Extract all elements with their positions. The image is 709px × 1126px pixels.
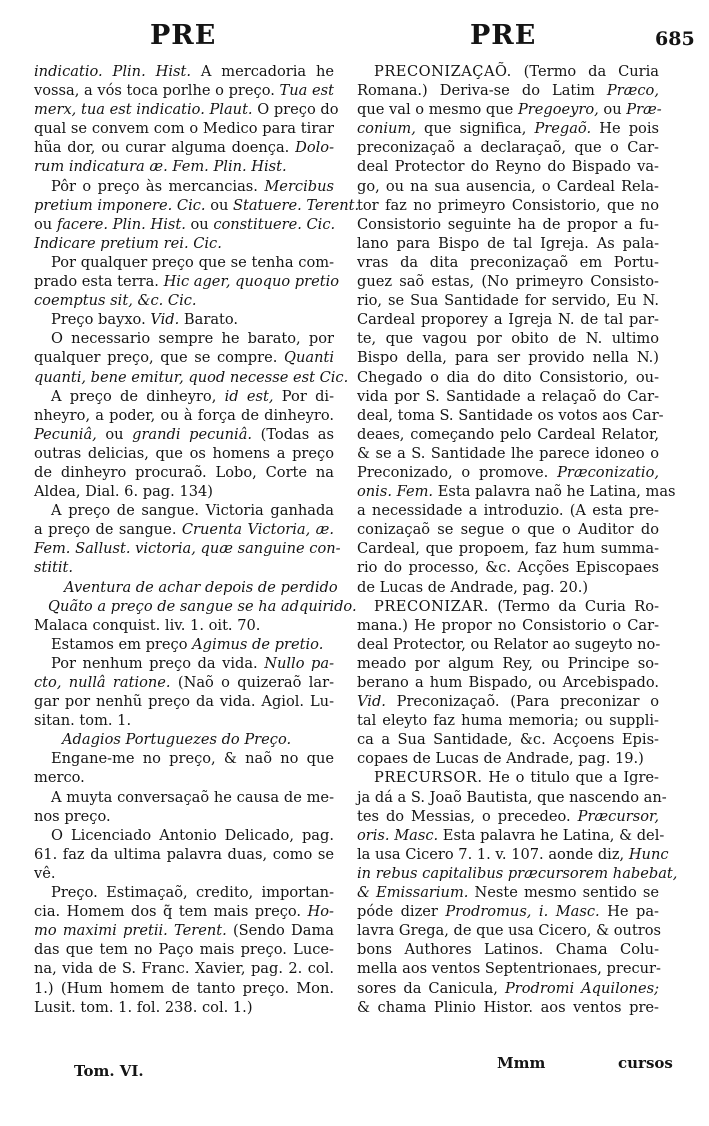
right-column-line: ca a Sua Santidade, &c. Acçoens Epis-: [357, 731, 659, 749]
right-column-line: vras da dita preconizaçaõ em Portu-: [357, 253, 659, 271]
right-column-line: in rebus capitalibus præcursorem habebat,: [357, 864, 678, 882]
right-column-line: vida por S. Santidade a relaçaõ do Car-: [357, 387, 659, 405]
left-column-line: outras delicias, que os homens a preço: [34, 444, 334, 462]
left-column-line: cia. Homem dos q̃ tem mais preço. Ho-: [34, 903, 334, 921]
right-column-line: lavra Grega, de que usa Cicero, & outros: [357, 922, 661, 940]
left-column-line: Lusit. tom. 1. fol. 238. col. 1.): [34, 998, 253, 1016]
right-column-line: PRECONIZAR. (Termo da Curia Ro-: [374, 597, 659, 615]
right-column-line: guez saõ estas, (No primeyro Consisto-: [357, 273, 659, 291]
left-column-line: Aventura de achar depois de perdido: [64, 578, 338, 596]
right-column-line: póde dizer Prodromus, i. Masc. He pa-: [357, 903, 659, 921]
left-column-line: Malaca conquist. liv. 1. oit. 70.: [34, 616, 261, 634]
left-column-line: O necessario sempre he barato, por: [51, 330, 334, 348]
left-column-line: pretium imponere. Cic. ou Statuere. Terent.: [34, 196, 360, 214]
volume-mark: Tom. VI.: [74, 1062, 144, 1080]
left-column: [34, 62, 360, 1017]
left-column-line: vê.: [34, 864, 56, 882]
left-column-line: A muyta conversaçaõ he causa de me-: [51, 788, 334, 806]
right-column-line: tes do Messias, o precedeo. Præcursor,: [357, 807, 659, 825]
left-column-line: coemptus sit, &c. Cic.: [34, 292, 197, 310]
right-column-line: conium, que significa, Pregaõ. He pois: [357, 120, 659, 138]
catchword: cursos: [618, 1054, 673, 1072]
right-column-line: Chegado o dia do dito Consistorio, ou-: [357, 368, 659, 386]
left-column-line: Preço bayxo. Vid. Barato.: [51, 311, 239, 329]
right-column-line: mana.) He propor no Consistorio o Car-: [357, 616, 659, 634]
right-column-line: tor faz no primeyro Consistorio, que no: [357, 196, 659, 214]
running-header: [0, 20, 709, 60]
right-column-line: Cardeal proporey a Igreja N. de tal par-: [357, 311, 659, 329]
right-column-line: onis. Fem. Esta palavra naõ he Latina, mas: [357, 483, 676, 501]
right-column-line: PRECURSOR. He o titulo que a Igre-: [374, 769, 659, 787]
left-column-line: merco.: [34, 769, 85, 787]
right-column-line: deal, toma S. Santidade os votos aos Car-: [357, 406, 664, 424]
left-column-line: merx, tua est indicatio. Plaut. O preço do: [34, 101, 339, 119]
right-column-line: oris. Masc. Esta palavra he Latina, & del-: [357, 826, 665, 844]
left-column-line: A preço de dinheyro, id est, Por di-: [51, 387, 335, 405]
left-column-line: a preço de sangue. Cruenta Victoria, æ.: [34, 521, 334, 539]
right-column-line: berano a hum Bispado, ou Arcebispado.: [357, 674, 659, 691]
right-column-line: PRECONIZAÇAÕ. (Termo da Curia: [374, 63, 659, 80]
left-column-line: Estamos em preço Agimus de pretio.: [51, 635, 324, 653]
right-column-line: meado por algum Rey, ou Principe so-: [357, 654, 659, 672]
right-column-line: lano para Bispo de tal Igreja. As pala-: [357, 234, 659, 252]
left-column-line: Preço. Estimaçaõ, credito, importan-: [51, 884, 334, 902]
left-column-line: mo maximi pretii. Terent. (Sendo Dama: [34, 922, 334, 940]
left-column-line: Engane-me no preço, & naõ no que: [51, 750, 334, 768]
right-running-head: PRE: [470, 20, 537, 51]
right-column-line: rio, se Sua Santidade for servido, Eu N.: [357, 292, 659, 310]
left-column-line: O Licenciado Antonio Delicado, pag.: [51, 826, 334, 844]
right-column-line: Preconizado, o promove. Præconizatio,: [357, 463, 659, 481]
left-column-line: das que tem no Paço mais preço. Luce-: [34, 941, 334, 959]
left-column-line: gar por nenhũ preço da vida. Agiol. Lu-: [34, 693, 334, 711]
right-column-line: & Emissarium. Neste mesmo sentido se: [357, 884, 659, 902]
right-column-line: de Lucas de Andrade, pag. 20.): [357, 578, 589, 596]
left-column-line: Pecuniâ, ou grandi pecuniâ. (Todas as: [34, 425, 334, 443]
left-column-line: cto, nullâ ratione. (Naõ o quizeraõ lar-: [34, 674, 334, 691]
right-column-line: a necessidade a introduzio. (A esta pre-: [357, 502, 659, 520]
left-column-line: Aldea, Dial. 6. pag. 134): [34, 483, 213, 501]
right-column-line: sores da Canicula, Prodromi Aquilones;: [357, 979, 659, 997]
left-column-line: Por qualquer preço que se tenha com-: [51, 253, 334, 271]
left-column-line: qualquer preço, que se compre. Quanti: [34, 349, 334, 367]
left-column-line: sitan. tom. 1.: [34, 712, 132, 730]
left-column-line: indicatio. Plin. Hist. A mercadoria he: [34, 63, 334, 80]
right-column-line: deal Protector, ou Relator ao sugeyto no-: [357, 635, 661, 653]
right-column-line: deal Protector do Reyno do Bispado va-: [357, 158, 659, 176]
left-column-line: 61. faz da ultima palavra duas, como se: [34, 845, 334, 863]
right-column-line: mella aos ventos Septentrionaes, precur-: [357, 960, 661, 978]
left-column-line: de dinheyro procuraõ. Lobo, Corte na: [34, 463, 334, 481]
left-column-line: ou facere. Plin. Hist. ou constituere. Cic.: [34, 215, 336, 233]
left-column-line: 1.) (Hum homem de tanto preço. Mon.: [34, 979, 334, 997]
right-column-line: Romana.) Deriva-se do Latim Præco,: [357, 82, 659, 100]
left-column-line: rum indicatura æ. Fem. Plin. Hist.: [34, 158, 287, 176]
right-column: [357, 62, 678, 1017]
left-column-line: prado esta terra. Hic ager, quoquo pretio: [34, 273, 340, 291]
left-column-line: qual se convem com o Medico para tirar: [34, 120, 334, 138]
left-column-line: Fem. Sallust. victoria, quæ sanguine con-: [34, 540, 341, 558]
right-column-line: bons Authores Latinos. Chama Colu-: [357, 941, 659, 959]
right-column-line: Bispo della, para ser provido nella N.): [357, 349, 659, 367]
left-column-line: stitit.: [34, 559, 74, 577]
right-column-line: Consistorio seguinte ha de propor a fu-: [357, 215, 659, 233]
left-column-line: quanti, bene emitur, quod necesse est Cic.: [34, 368, 349, 386]
left-column-line: hũa dor, ou curar alguma doença. Dolo-: [34, 139, 334, 157]
left-column-line: Indicare pretium rei. Cic.: [34, 234, 222, 252]
right-column-line: & chama Plinio Histor. aos ventos pre-: [357, 998, 659, 1016]
left-running-head: PRE: [150, 20, 217, 51]
right-column-line: deaes, começando pelo Cardeal Relator,: [357, 425, 659, 443]
left-column-line: vossa, a vós toca porlhe o preço. Tua est: [34, 82, 334, 100]
left-column-line: Pôr o preço às mercancias. Mercibus: [51, 177, 334, 195]
right-column-line: preconizaçaõ a declaraçaõ, que o Car-: [357, 139, 659, 157]
left-column-line: Quãto a preço de sangue se ha adquirido.: [48, 597, 357, 615]
right-column-line: go, ou na sua ausencia, o Cardeal Rela-: [357, 177, 659, 195]
right-column-line: ja dá a S. Joaõ Bautista, que nascendo an-: [357, 788, 667, 806]
page-number: 685: [655, 28, 695, 50]
right-column-line: & se a S. Santidade lhe parece idoneo o: [357, 444, 659, 462]
right-column-line: copaes de Lucas de Andrade, pag. 19.): [357, 750, 644, 768]
left-column-line: nos preço.: [34, 807, 111, 825]
left-column-line: A preço de sangue. Victoria ganhada: [51, 502, 334, 520]
right-column-line: rio do processo, &c. Acções Episcopaes: [357, 559, 659, 577]
right-column-line: la usa Cicero 7. 1. v. 107. aonde diz, Hunc: [357, 845, 669, 863]
left-column-line: na, vida de S. Franc. Xavier, pag. 2. col.: [34, 960, 334, 978]
right-column-line: que val o mesmo que Pregoeyro, ou Præ-: [357, 101, 662, 119]
right-column-line: Vid. Preconizaçaõ. (Para preconizar o: [357, 693, 659, 711]
signature-mark: Mmm: [497, 1054, 546, 1072]
left-column-line: Por nenhum preço da vida. Nullo pa-: [51, 654, 335, 672]
right-column-line: tal eleyto faz huma memoria; ou suppli-: [357, 712, 659, 730]
right-column-line: Cardeal, que propoem, faz hum summa-: [357, 540, 659, 558]
right-column-line: conizaçaõ se segue o que o Auditor do: [357, 521, 659, 539]
right-column-line: te, que vagou por obito de N. ultimo: [357, 330, 659, 348]
left-column-line: Adagios Portuguezes do Preço.: [62, 731, 292, 749]
left-column-line: nheyro, a poder, ou à força de dinheyro.: [34, 406, 334, 424]
